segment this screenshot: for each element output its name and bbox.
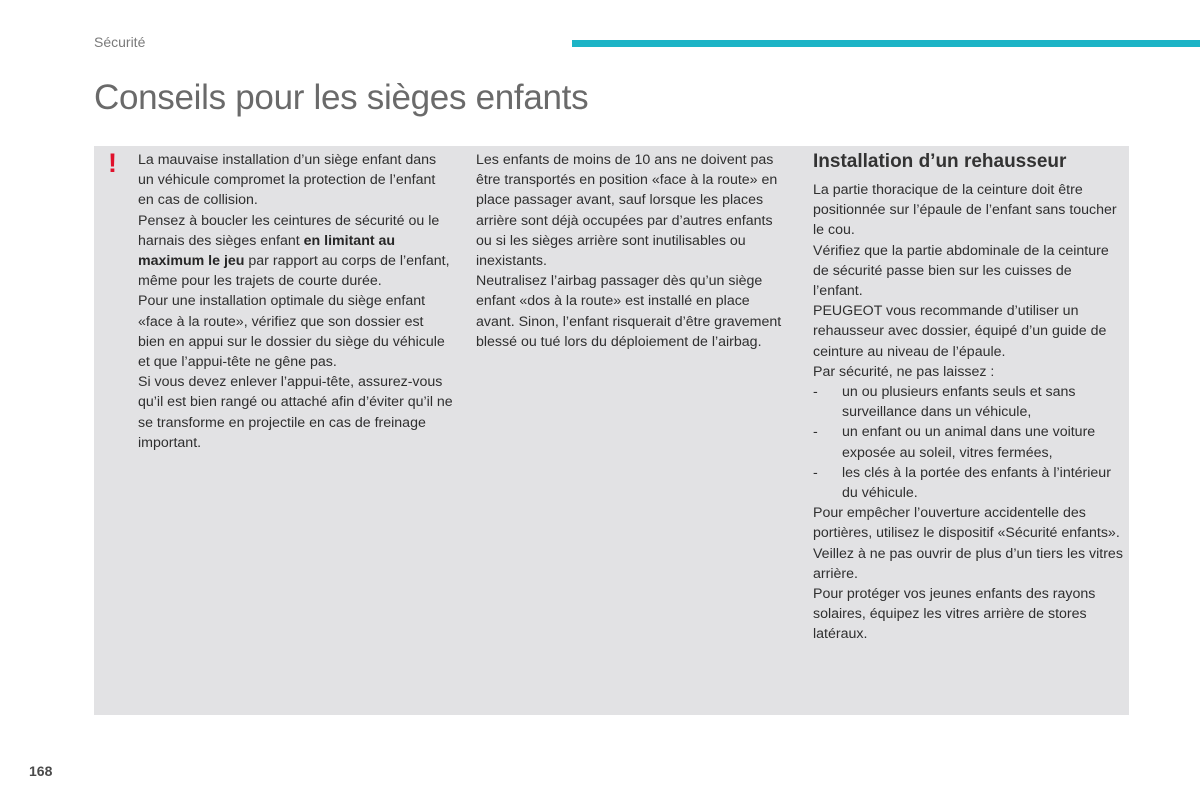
page-title: Conseils pour les sièges enfants	[94, 78, 589, 117]
paragraph-text: Pensez à boucler les ceintures de sécurité ou le harnais des sièges enfant	[138, 212, 440, 249]
exclamation-warning-icon: !	[108, 148, 117, 178]
section-heading: Installation d’un rehausseur	[813, 151, 1067, 172]
paragraph	[138, 211, 454, 292]
booster-column	[813, 150, 1125, 645]
paragraph: Neutralisez l’airbag passager dès qu’un siège enfant «dos à la route» est installé en place avant. Sinon, l’enfant risquerait d’être gravement blessé ou tué lors du déploiement de l’airbag.	[476, 273, 782, 350]
section-label: Sécurité	[94, 34, 146, 50]
paragraph: Pour protéger vos jeunes enfants des rayons solaires, équipez les vitres arrière de stores latéraux.	[813, 586, 1096, 643]
paragraph: Veillez à ne pas ouvrir de plus d’un tiers les vitres arrière.	[813, 545, 1123, 582]
paragraph-text: par rapport au corps de l’enfant, même pour les trajets de courte durée.	[138, 253, 450, 290]
paragraph: Pour une installation optimale du siège enfant «face à la route», vérifiez que son dossier est bien en appui sur le dossier du siège du véhicule et que l’appui-tête ne gêne pas.	[138, 293, 445, 371]
paragraph: Les enfants de moins de 10 ans ne doivent pas être transportés en position «face à la route» en place passager avant, sauf lorsque les places arrière sont déjà occupées par d’autres enfants ou si les sièges arrière sont inutilisables ou inexistants.	[476, 152, 778, 270]
paragraph: Par sécurité, ne pas laissez :	[813, 363, 995, 380]
paragraph: Pour empêcher l’ouverture accidentelle des portières, utilisez le dispositif «Sécurité enfants».	[813, 505, 1120, 542]
airbag-column	[476, 150, 792, 352]
list-item: - un enfant ou un animal dans une voiture exposée au soleil, vitres fermées,	[813, 422, 1125, 462]
dash-list	[813, 382, 1125, 503]
paragraph: PEUGEOT vous recommande d’utiliser un rehausseur avec dossier, équipé d’un guide de ceinture au niveau de l’épaule.	[813, 303, 1107, 360]
accent-bar	[572, 40, 1200, 47]
emphasis-text: en limitant au maximum le jeu	[138, 232, 396, 270]
paragraph: La partie thoracique de la ceinture doit être positionnée sur l’épaule de l’enfant sans toucher le cou.	[813, 182, 1117, 239]
list-item: - les clés à la portée des enfants à l’intérieur du véhicule.	[813, 463, 1125, 503]
paragraph: Vérifiez que la partie abdominale de la ceinture de sécurité passe bien sur les cuisses de l’enfant.	[813, 242, 1109, 300]
list-item: - un ou plusieurs enfants seuls et sans surveillance dans un véhicule,	[813, 382, 1125, 422]
page-number: 168	[29, 763, 53, 779]
warning-column	[138, 150, 454, 453]
paragraph: Si vous devez enlever l’appui-tête, assurez-vous qu’il est bien rangé ou attaché afin d’éviter qu’il ne se transforme en projectile en cas de freinage important.	[138, 374, 453, 451]
paragraph: La mauvaise installation d’un siège enfant dans un véhicule compromet la protection de l’enfant en cas de collision.	[138, 152, 437, 209]
